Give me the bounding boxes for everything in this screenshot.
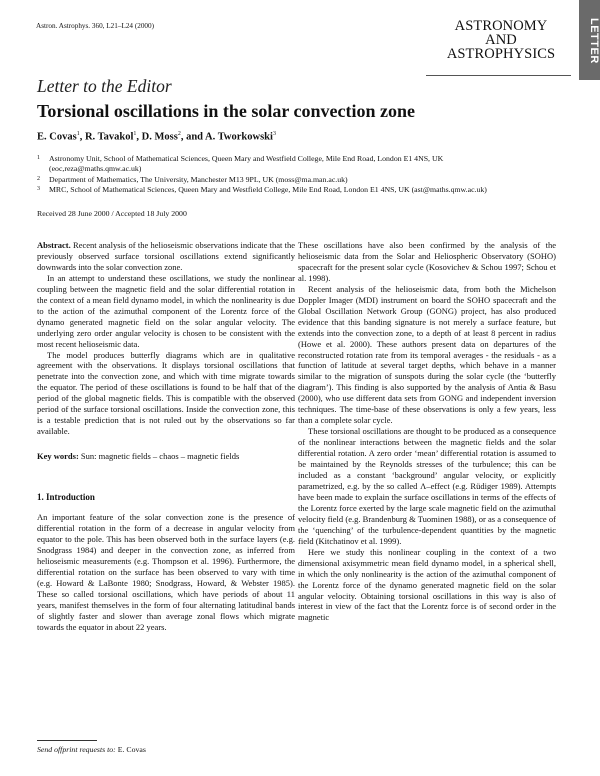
abstract-label: Abstract. xyxy=(37,240,71,250)
author-name: D. Moss xyxy=(141,131,178,143)
author-affil-sup: 3 xyxy=(272,131,276,137)
author-affil-sup: 1 xyxy=(76,131,80,137)
affiliations xyxy=(37,154,577,195)
abstract-paragraph: The model produces butterfly diagrams which are in qualitative agreement with the observations. It displays torsional oscillations that penetrate into the convection zone, and which with time migrate towards the equator. The period of these oscillations is found to be half that of the period of the global magnetic fields. This is compatible with the observed period of the surface torsional oscillations. Inside the convection zone, this is a testable prediction that is not ruled out by the observations so far available. xyxy=(37,349,295,437)
journal-brand xyxy=(432,19,570,61)
left-column xyxy=(37,240,295,633)
affiliation-text: Department of Mathematics, The University, Manchester M13 9PL, UK (moss@ma.man.ac.uk) xyxy=(49,174,348,184)
author-separator: , xyxy=(79,131,85,143)
author-list xyxy=(37,131,276,143)
body-paragraph: These torsional oscillations are thought to be produced as a consequence of the nonlinear interactions between the magnetic fields and the solar differential rotation. A zero order ‘mean’ differential rotation is assumed to be maintained by the Reynolds stresses of the turbulence; this can be included as a constant ‘background’ angular velocity, or explicitly parametrized, e.g. by the so called Λ–effect (e.g. Rüdiger 1989). Attempts have been made to explain the surface oscillations in terms of the effects of the Lorentz force exerted by the large scale magnetic field on the azimuthal velocity field (e.g. Brandenburg & Tuominen 1988), or as a consequence of the ‘quenching’ of the turbulence-dependent quantities by the magnetic field (Kitchatinov et al. 1999). xyxy=(298,426,556,546)
body-paragraph: These oscillations have also been confirmed by the analysis of the helioseismic data from the Solar and Heliospheric Observatory (SOHO) spacecraft for the present solar cycle (Kosovichev & Schou 1997; Schou et al. 1998). xyxy=(298,240,556,283)
body-paragraph: An important feature of the solar convection zone is the presence of differential rotation in the form of a decrease in angular velocity from equator to the pole. This has been observed both in the surface layers (e.g. Snodgrass 1984) and deeper in the convection zone, as inferred from helioseismic measurements (e.g. Thompson et al. 1996). Furthermore, the differential rotation on the surface has been observed to vary with time (e.g. Howard & LaBonte 1980; Snodgrass, Howard, & Webster 1985). These so called torsional oscillations, which have periods of about 11 years, manifest themselves in the form of four alternating latitudinal bands of slightly faster and slower than average zonal flows which migrate towards the equator in about 22 years. xyxy=(37,512,295,632)
author-name: R. Tavakol xyxy=(84,131,134,143)
brand-line-3: ASTROPHYSICS xyxy=(446,46,556,62)
author-affil-sup: 2 xyxy=(177,131,181,137)
footnote-label: Send offprint requests to: xyxy=(37,745,116,754)
right-column xyxy=(298,240,556,623)
footnote-text: E. Covas xyxy=(117,745,146,754)
journal-reference: Astron. Astrophys. 360, L21–L24 (2000) xyxy=(36,22,154,30)
author-name: E. Covas xyxy=(37,131,77,143)
footnote-rule xyxy=(37,740,97,741)
footnote xyxy=(37,745,146,754)
keywords xyxy=(37,451,295,462)
sidebar-label: LETTER xyxy=(588,18,600,64)
affiliation xyxy=(37,185,577,195)
brand-line-2: AND xyxy=(485,32,517,48)
author-separator: , and xyxy=(180,131,206,143)
received-dates: Received 28 June 2000 / Accepted 18 July 2000 xyxy=(37,209,187,218)
author-name: A. Tworkowski xyxy=(205,131,273,143)
affiliation-text: MRC, School of Mathematical Sciences, Queen Mary and Westfield College, Mile End Road, London E1 4NS, UK (ast@maths.qmw.ac.uk) xyxy=(49,184,487,194)
author-affil-sup: 1 xyxy=(133,131,137,137)
section-type: Letter to the Editor xyxy=(37,76,172,96)
section-heading: 1. Introduction xyxy=(37,492,95,503)
body-paragraph: Recent analysis of the helioseismic data, from both the Michelson Doppler Imager (MDI) instrument on board the SOHO spacecraft and the Global Oscillation Network Group (GONG) project, has also produced evidence that this banding signature is not merely a surface feature, but extends into the convection zone, to a depth of at least 8 percent in radius (Howe et al. 2000). These authors present data on departures of the reconstructed rotation rate from its temporal averages - the residuals - as a function of latitude at several target depths, which behave in a manner similar to the migration of sunspots during the solar cycle (the ‘butterfly diagram’). This finding is also supported by the analysis of Antia & Basu (2000), who use different data sets from GONG and independent inversion techniques. The time-base of these observations is only a few years, less than a complete solar cycle. xyxy=(298,283,556,426)
affiliation-number: 1 xyxy=(37,155,40,161)
affiliation-email: (eoc,reza@maths.qmw.ac.uk) xyxy=(49,164,142,174)
keywords-label: Key words: xyxy=(37,451,79,462)
paper-title: Torsional oscillations in the solar convection zone xyxy=(37,101,416,121)
abstract-paragraph: In an attempt to understand these oscillations, we study the nonlinear coupling between the magnetic field and the solar differential rotation in the context of a mean field dynamo model, in which the nonlinearity is due to the action of the azimuthal component of the Lorentz force of the dynamo generated magnetic field on the solar angular velocity. The underlying zero order angular velocity is chosen to be consistent with the most recent helioseismic data. xyxy=(37,272,295,349)
affiliation xyxy=(37,175,577,185)
keywords-text: Sun: magnetic fields – chaos – magnetic fields xyxy=(80,451,240,462)
brand-line-1: ASTRONOMY xyxy=(454,18,548,34)
author-separator: , xyxy=(136,131,142,143)
affiliation-number: 3 xyxy=(37,185,40,192)
brand-rule xyxy=(426,75,571,76)
affiliation-text: Astronomy Unit, School of Mathematical Sciences, Queen Mary and Westfield College, Mile End Road, London E1 4NS, UK xyxy=(49,154,444,163)
abstract-text: Recent analysis of the helioseismic observations indicate that the previously observed surface torsional oscillations extend significantly downwards into the solar convection zone. xyxy=(37,240,295,272)
affiliation xyxy=(37,154,577,175)
abstract-paragraph xyxy=(37,240,295,273)
affiliation-number: 2 xyxy=(37,175,40,182)
body-paragraph: Here we study this nonlinear coupling in the context of a two dimensional axisymmetric mean field dynamo model, in a spherical shell, in which the only nonlinearity is the action of the azimuthal component of the Lorentz force of the dynamo generated magnetic field on the solar angular velocity. Obtaining torsional oscillations in this way is also of interest in view of the fact that the Lorentz force is of second order in the magnetic xyxy=(298,546,556,623)
